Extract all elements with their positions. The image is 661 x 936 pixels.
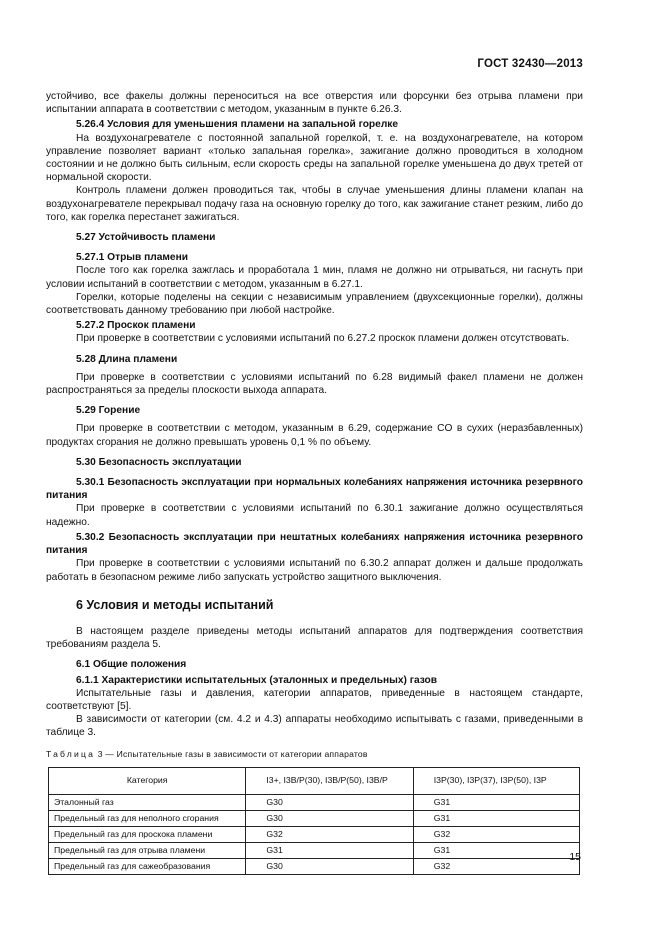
paragraph: На воздухонагревателе с постоянной запальной горелкой, т. е. на воздухонагревателе, на котором управление позволяет вариант «только запальная горелка», зажигание должно проводиться в холодном состоянии и не должно быть сильным, если скорость среды на запальной горелке уменьшена до двух третей от нормальной скорости.	[46, 132, 583, 184]
table-cell: G30	[246, 810, 413, 826]
paragraph: Контроль пламени должен проводиться так, чтобы в случае уменьшения длины пламени клапан на воздухонагревателе перекрывал подачу газа на основную горелку до того, как зажигание станет резким, либо до того, как горелка перестанет зажигаться.	[46, 185, 583, 223]
table-cell: G32	[413, 826, 579, 842]
heading-6-1: 6.1 Общие положения	[76, 659, 187, 671]
heading-5-26-4: 5.26.4 Условия для уменьшения пламени на запальной горелке	[76, 119, 399, 131]
heading-5-27: 5.27 Устойчивость пламени	[76, 232, 216, 244]
paragraph: При проверке в соответствии с условиями испытаний по 6.30.1 зажигание должно осуществляться надежно.	[46, 503, 583, 528]
heading-5-30-2: 5.30.2 Безопасность эксплуатации при нештатных колебаниях напряжения источника резервного питания	[46, 531, 583, 557]
paragraph: Горелки, которые поделены на секции с независимым управлением (двухсекционные горелки), должны соответствовать данному требованию при любой настройке.	[46, 291, 583, 317]
table-caption-word: Таблица	[46, 748, 96, 759]
paragraph: При проверке в соответствии с условиями испытаний по 6.30.2 аппарат должен и дальше продолжать работать в безопасном режиме либо запускать устройство защитного выключения.	[46, 558, 583, 583]
column-header-group-1: I3+, I3B/P(30), I3B/P(50), I3B/P	[246, 767, 413, 794]
table-row	[49, 810, 580, 826]
paragraph: При проверке в соответствии с условиями испытаний по 6.28 видимый факел пламени не должен распространяться за пределы плоскости выхода аппарата.	[46, 371, 583, 397]
column-header-group-2: I3P(30), I3P(37), I3P(50), I3P	[413, 767, 579, 794]
table-cell: Предельный газ для неполного сгорания	[49, 810, 246, 826]
heading-5-28: 5.28 Длина пламени	[76, 353, 178, 365]
heading-5-29: 5.29 Горение	[76, 405, 141, 417]
heading-5-30-1: 5.30.1 Безопасность эксплуатации при нормальных колебаниях напряжения источника резервного питания	[46, 477, 583, 502]
table-cell: G30	[246, 794, 413, 810]
table-cell: Предельный газ для отрыва пламени	[49, 842, 246, 858]
table-cell: Предельный газ для сажеобразования	[49, 858, 246, 874]
test-gases-table	[48, 767, 580, 875]
heading-5-30: 5.30 Безопасность эксплуатации	[76, 456, 242, 468]
paragraph: В настоящем разделе приведены методы испытаний аппаратов для подтверждения соответствия требованиям раздела 5.	[46, 625, 583, 651]
section-heading-6: 6 Условия и методы испытаний	[76, 597, 274, 612]
column-header-category: Категория	[49, 767, 246, 794]
table-cell: G32	[413, 858, 579, 874]
table-cell: Эталонный газ	[49, 794, 246, 810]
heading-5-27-1: 5.27.1 Отрыв пламени	[76, 252, 188, 264]
paragraph: При проверке в соответствии с условиями испытаний по 6.27.2 проскок пламени должен отсутствовать.	[76, 333, 570, 345]
table-cell: G30	[246, 858, 413, 874]
table-caption-text: 3 — Испытательные газы в зависимости от категории аппаратов	[97, 748, 368, 759]
page-number: 15	[569, 851, 581, 863]
table-row	[49, 826, 580, 842]
paragraph: При проверке в соответствии с методом, указанным в 6.29, содержание CO в сухих (неразбавленных) продуктах сгорания не должно превышать уровень 0,1 % по объему.	[46, 423, 583, 448]
table-cell: G31	[246, 842, 413, 858]
table-cell: G32	[246, 826, 413, 842]
heading-6-1-1: 6.1.1 Характеристики испытательных (эталонных и предельных) газов	[76, 674, 438, 686]
table-row	[49, 858, 580, 874]
table-cell: G31	[413, 794, 579, 810]
paragraph: Испытательные газы и давления, категории аппаратов, приведенные в настоящем стандарте, соответствуют [5].	[46, 687, 583, 712]
paragraph: В зависимости от категории (см. 4.2 и 4.3) аппараты необходимо испытывать с газами, приведенными в таблице 3.	[46, 714, 583, 739]
table-cell: Предельный газ для проскока пламени	[49, 826, 246, 842]
paragraph: устойчиво, все факелы должны переноситься на все отверстия или форсунки без отрыва пламени при испытании аппарата в соответствии с методом, указанным в пункте 6.26.3.	[46, 91, 583, 116]
table-header-row	[49, 767, 580, 794]
document-header: ГОСТ 32430—2013	[477, 58, 583, 70]
paragraph: После того как горелка зажглась и проработала 1 мин, пламя не должно ни отрываться, ни гаснуть при условии испытаний в соответствии с методом, указанным в 6.27.1.	[46, 265, 583, 290]
table-row	[49, 842, 580, 858]
table-cell: G31	[413, 810, 579, 826]
document-body	[46, 90, 583, 875]
table-cell: G31	[413, 842, 579, 858]
heading-5-27-2: 5.27.2 Проскок пламени	[76, 320, 196, 332]
table-row	[49, 794, 580, 810]
table-caption	[46, 748, 583, 761]
